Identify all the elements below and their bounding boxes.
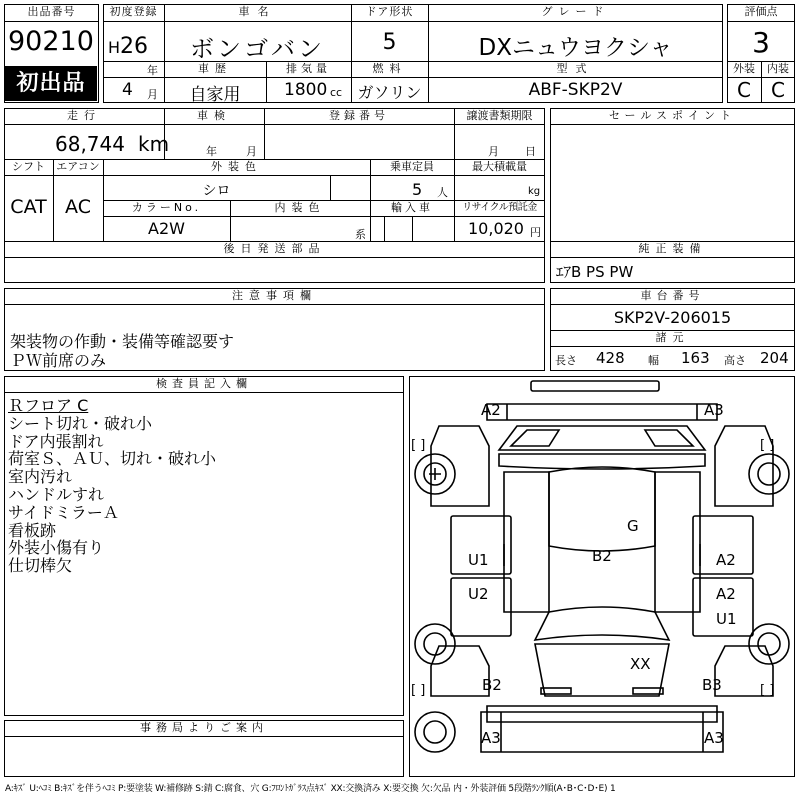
interior-grade: C bbox=[771, 78, 785, 102]
door-label: ドア形状 bbox=[365, 5, 414, 18]
divider bbox=[550, 257, 795, 258]
mark-roof: G bbox=[627, 517, 639, 535]
reg-number-label: 登録番号 bbox=[329, 109, 389, 122]
exterior-grade: C bbox=[737, 78, 751, 102]
inspector-line: ドア内張割れ bbox=[8, 431, 104, 451]
recycle-value: 10,020 bbox=[468, 219, 524, 238]
fuel-label: 燃料 bbox=[372, 62, 407, 75]
reg-month: 4 bbox=[122, 80, 133, 100]
divider bbox=[4, 257, 545, 258]
divider bbox=[4, 175, 545, 176]
office-label: 事務局よりご案内 bbox=[140, 721, 268, 734]
capacity-unit: 人 bbox=[437, 186, 448, 199]
divider bbox=[4, 21, 99, 22]
divider bbox=[4, 304, 545, 305]
inspector-label: 検査員記入欄 bbox=[156, 377, 252, 390]
grade-label: グレード bbox=[541, 5, 610, 18]
specs-label: 諸元 bbox=[655, 331, 690, 344]
displacement-label: 排気量 bbox=[286, 62, 331, 75]
inspector-line: 荷室Ｓ、ＡＵ、切れ・破れ小 bbox=[8, 449, 217, 469]
mark-center: B2 bbox=[592, 547, 612, 565]
month-unit: 月 bbox=[147, 88, 158, 101]
damage-legend: A:ｷｽﾞ U:ﾍｺﾐ B:ｷｽﾞを伴うﾍｺﾐ P:要塗装 W:補修跡 S:錆 C:腐食、穴 G:ﾌﾛﾝﾄｶﾞﾗｽ点ｷｽﾞ XX:交換済み X:要交換 欠:欠品 内・外装評価 5段階ﾗﾝｸ順(A･B･C･D･E) 1 bbox=[5, 784, 616, 794]
displacement-value: 1800 bbox=[284, 80, 328, 100]
car-name: ボンゴバン bbox=[190, 35, 325, 63]
equipment-value: ｴｱB PS PW bbox=[556, 263, 634, 281]
ac-value: AC bbox=[65, 196, 91, 218]
first-listing-badge: 初出品 bbox=[5, 66, 97, 101]
divider bbox=[550, 124, 795, 125]
inspector-line: Ｒフロア C bbox=[8, 396, 89, 415]
inspector-notes bbox=[8, 397, 398, 575]
ext-color-value: シロ bbox=[202, 183, 231, 199]
mark-front-right: A3 bbox=[704, 401, 724, 419]
mileage-unit: km bbox=[138, 132, 170, 156]
chassis-value: SKP2V-206015 bbox=[613, 308, 732, 327]
mark-left-2: U2 bbox=[468, 585, 489, 603]
history-label: 車歴 bbox=[198, 62, 232, 75]
inspector-line: 外装小傷有り bbox=[8, 538, 105, 558]
mark-right-3: U1 bbox=[716, 610, 737, 628]
recycle-label: リサイクル預託金 bbox=[462, 202, 537, 213]
divider bbox=[550, 304, 795, 305]
int-color-label: 内装色 bbox=[274, 201, 326, 214]
color-no-value: A2W bbox=[148, 219, 185, 238]
divider bbox=[550, 346, 795, 347]
length-value: 428 bbox=[596, 349, 625, 367]
transfer-label: 譲渡書類期限 bbox=[466, 109, 533, 122]
door-value: 5 bbox=[382, 30, 397, 55]
divider bbox=[330, 175, 331, 200]
inspection-year-unit: 年 bbox=[206, 145, 217, 158]
mark-rear-center: XX bbox=[630, 655, 651, 673]
height-value: 204 bbox=[760, 349, 789, 367]
fuel-value: ガソリン bbox=[357, 83, 422, 102]
divider bbox=[4, 392, 404, 393]
bracket-right-bottom: [ ] bbox=[760, 683, 775, 698]
bracket-left-top: [ ] bbox=[411, 438, 426, 453]
model-label: 型式 bbox=[556, 62, 595, 75]
mark-right-1: A2 bbox=[716, 551, 736, 569]
notes-line: 架装物の作動・装備等確認要す bbox=[10, 332, 235, 351]
bracket-left-bottom: [ ] bbox=[411, 683, 426, 698]
divider bbox=[4, 736, 404, 737]
mileage-value: 68,744 bbox=[55, 132, 125, 156]
inspection-month-unit: 月 bbox=[246, 145, 257, 158]
divider bbox=[103, 21, 723, 22]
mark-bottom-right: A3 bbox=[704, 729, 724, 747]
shift-value: CAT bbox=[10, 196, 47, 218]
ext-color-label: 外装色 bbox=[211, 160, 262, 173]
int-color-unit: 系 bbox=[355, 228, 366, 241]
divider bbox=[103, 77, 723, 78]
inspector-line: ハンドルすれ bbox=[8, 484, 105, 504]
car-diagram-outline bbox=[409, 376, 795, 777]
inspector-line: 室内汚れ bbox=[8, 467, 73, 487]
divider bbox=[103, 216, 545, 217]
mark-left-1: U1 bbox=[468, 551, 489, 569]
lot-label: 出品番号 bbox=[27, 5, 76, 18]
mark-rear-right: B3 bbox=[702, 676, 722, 694]
inspector-line: 仕切棒欠 bbox=[8, 556, 73, 576]
era-letter: H bbox=[108, 38, 121, 57]
reg-year: 26 bbox=[120, 34, 148, 59]
divider bbox=[384, 216, 385, 241]
year-unit: 年 bbox=[147, 64, 158, 77]
score-value: 3 bbox=[752, 26, 770, 59]
recycle-unit: 円 bbox=[530, 226, 541, 239]
mark-rear-left: B2 bbox=[482, 676, 502, 694]
car-name-label: 車名 bbox=[238, 5, 277, 18]
equipment-label: 純正装備 bbox=[638, 242, 707, 255]
length-label: 長さ bbox=[555, 354, 577, 367]
transfer-day-unit: 日 bbox=[525, 145, 536, 158]
divider bbox=[412, 216, 413, 241]
mark-right-2: A2 bbox=[716, 585, 736, 603]
capacity-label: 乗車定員 bbox=[390, 160, 434, 173]
mileage-label: 走行 bbox=[67, 109, 101, 122]
height-label: 高さ bbox=[724, 354, 746, 367]
lot-number: 90210 bbox=[8, 26, 94, 57]
divider bbox=[4, 124, 545, 125]
model-value: ABF-SKP2V bbox=[528, 80, 623, 100]
score-label: 評価点 bbox=[744, 5, 778, 18]
grade-value: DXニュウヨクシャ bbox=[478, 35, 673, 61]
notes-label: 注意事項欄 bbox=[232, 289, 317, 302]
inspector-line: 看板跡 bbox=[8, 520, 57, 540]
mark-bottom-left: A3 bbox=[481, 729, 501, 747]
mark-front-left: A2 bbox=[481, 401, 501, 419]
inspection-label: 車検 bbox=[197, 109, 231, 122]
exterior-label: 外装 bbox=[733, 62, 755, 75]
color-no-label: カラーNo. bbox=[131, 201, 202, 214]
sales-label: セールスポイント bbox=[608, 109, 736, 122]
import-label: 輸入車 bbox=[391, 201, 433, 214]
inspector-line: シート切れ・破れ小 bbox=[8, 413, 153, 433]
bracket-right-top: [ ] bbox=[760, 438, 775, 453]
later-parts-label: 後日発送部品 bbox=[223, 242, 326, 255]
first-reg-label: 初度登録 bbox=[109, 5, 158, 18]
displacement-unit: cc bbox=[330, 86, 343, 99]
interior-label: 内装 bbox=[767, 62, 789, 75]
ac-label: エアコン bbox=[56, 160, 100, 173]
inspector-line: サイドミラーＡ bbox=[8, 502, 119, 522]
maxload-label: 最大積載量 bbox=[472, 160, 527, 173]
divider bbox=[727, 21, 795, 22]
history-value: 自家用 bbox=[189, 85, 241, 105]
chassis-label: 車台番号 bbox=[640, 289, 705, 302]
shift-label: シフト bbox=[12, 160, 45, 173]
width-label: 幅 bbox=[648, 354, 659, 367]
maxload-unit: kg bbox=[528, 186, 541, 197]
width-value: 163 bbox=[681, 349, 710, 367]
capacity-value: 5 bbox=[412, 180, 423, 199]
transfer-month-unit: 月 bbox=[488, 145, 499, 158]
notes-line: ＰＷ前席のみ bbox=[10, 351, 107, 370]
